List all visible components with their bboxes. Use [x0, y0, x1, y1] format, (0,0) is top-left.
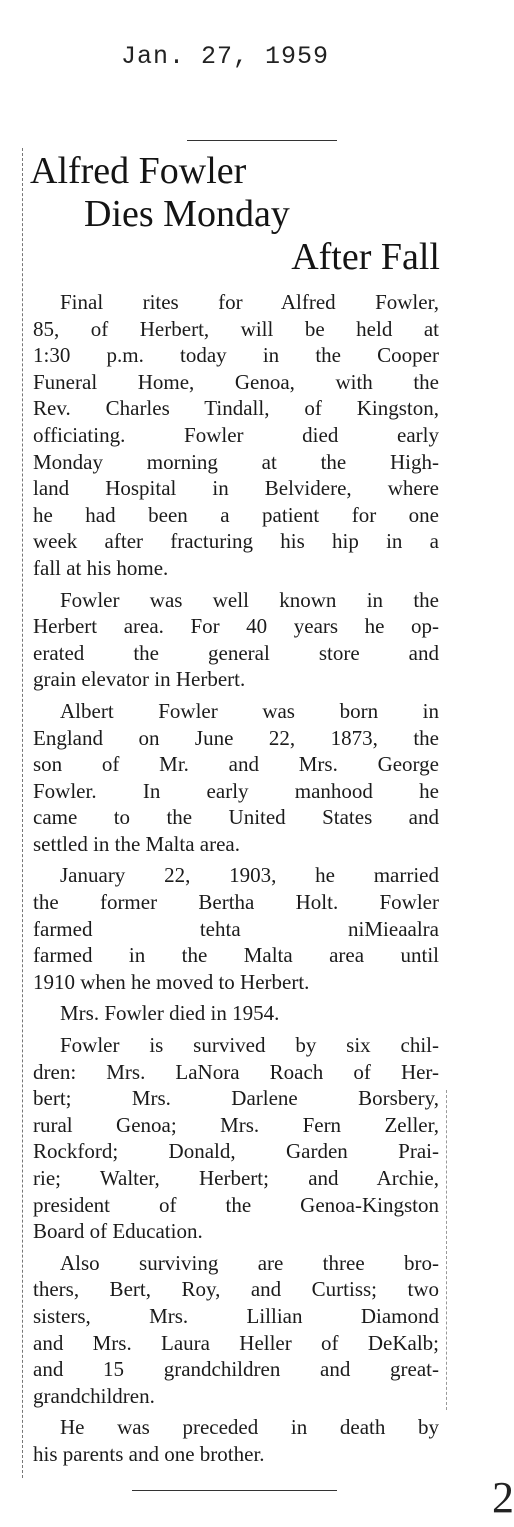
article-paragraph [33, 1250, 439, 1410]
article-line: dren: Mrs. LaNora Roach of Her- [33, 1059, 439, 1084]
headline-line-3: After Fall [291, 236, 440, 278]
article-line: farmed in the Malta area until [33, 943, 439, 968]
article-line: grain elevator in Herbert. [33, 667, 246, 692]
clipping-right-edge [446, 1090, 447, 1410]
article-line: 1910 when he moved to Herbert. [33, 969, 310, 994]
article-line: came to the United States and [33, 805, 439, 830]
article-body [33, 289, 439, 1468]
bottom-rule [132, 1490, 337, 1491]
article-paragraph [33, 1000, 439, 1027]
article-line: land Hospital in Belvidere, where [33, 476, 439, 501]
article-line: week after fracturing his hip in a [33, 529, 439, 554]
article-paragraph [33, 289, 439, 582]
handwritten-mark: 2 [492, 1473, 514, 1522]
article-line: sisters, Mrs. Lillian Diamond [33, 1303, 439, 1328]
article-paragraph [33, 587, 439, 693]
article-line: Monday morning at the High- [33, 449, 439, 474]
article-line: his parents and one brother. [33, 1441, 265, 1466]
headline-line-1: Alfred Fowler [30, 150, 247, 192]
top-rule [187, 140, 337, 141]
article-line: Rev. Charles Tindall, of Kingston, [33, 396, 439, 421]
article-paragraph [33, 1032, 439, 1245]
article-line: officiating. Fowler died early [33, 422, 439, 447]
article-line: thers, Bert, Roy, and Curtiss; two [33, 1277, 439, 1302]
article-line: rural Genoa; Mrs. Fern Zeller, [33, 1112, 439, 1137]
article-line: the former Bertha Holt. Fowler [33, 890, 439, 915]
article-line: bert; Mrs. Darlene Borsbery, [33, 1086, 439, 1111]
article-line: England on June 22, 1873, the [33, 725, 439, 750]
article-line: Rockford; Donald, Garden Prai- [33, 1139, 439, 1164]
article-line: Fowler. In early manhood he [33, 778, 439, 803]
article-line: Also surviving are three bro- [60, 1250, 439, 1275]
headline-line-2: Dies Monday [84, 193, 290, 235]
article-paragraph [33, 698, 439, 858]
article-line: and Mrs. Laura Heller of DeKalb; [33, 1330, 439, 1355]
article-line: 1:30 p.m. today in the Cooper [33, 343, 439, 368]
article-line: Fowler was well known in the [60, 587, 439, 612]
article-line: January 22, 1903, he married [60, 863, 439, 888]
article-line: Mrs. Fowler died in 1954. [60, 1001, 280, 1026]
article-line: erated the general store and [33, 640, 439, 665]
article-line: Albert Fowler was born in [60, 698, 439, 723]
article-line: he had been a patient for one [33, 502, 439, 527]
article-line: Board of Education. [33, 1219, 203, 1244]
article-line: son of Mr. and Mrs. George [33, 752, 439, 777]
article-line: president of the Genoa-Kingston [33, 1192, 439, 1217]
dateline: Jan. 27, 1959 [120, 42, 330, 71]
article-line: Funeral Home, Genoa, with the [33, 369, 439, 394]
article-line: farmed tehta niMieaalra [33, 916, 439, 941]
article-line: Herbert area. For 40 years he op- [33, 614, 439, 639]
article-line: grandchildren. [33, 1383, 155, 1408]
article-line: settled in the Malta area. [33, 831, 240, 856]
article-paragraph [33, 1414, 439, 1467]
clipping-left-edge [22, 148, 23, 1478]
headline [30, 150, 442, 279]
article-line: Fowler is survived by six chil- [60, 1033, 439, 1058]
article-line: Final rites for Alfred Fowler, [60, 290, 439, 314]
article-line: fall at his home. [33, 555, 169, 580]
article-line: 85, of Herbert, will be held at [33, 316, 439, 341]
article-paragraph [33, 862, 439, 995]
article-line: He was preceded in death by [60, 1415, 439, 1440]
article-line: rie; Walter, Herbert; and Archie, [33, 1166, 439, 1190]
article-line: and 15 grandchildren and great- [33, 1357, 439, 1382]
